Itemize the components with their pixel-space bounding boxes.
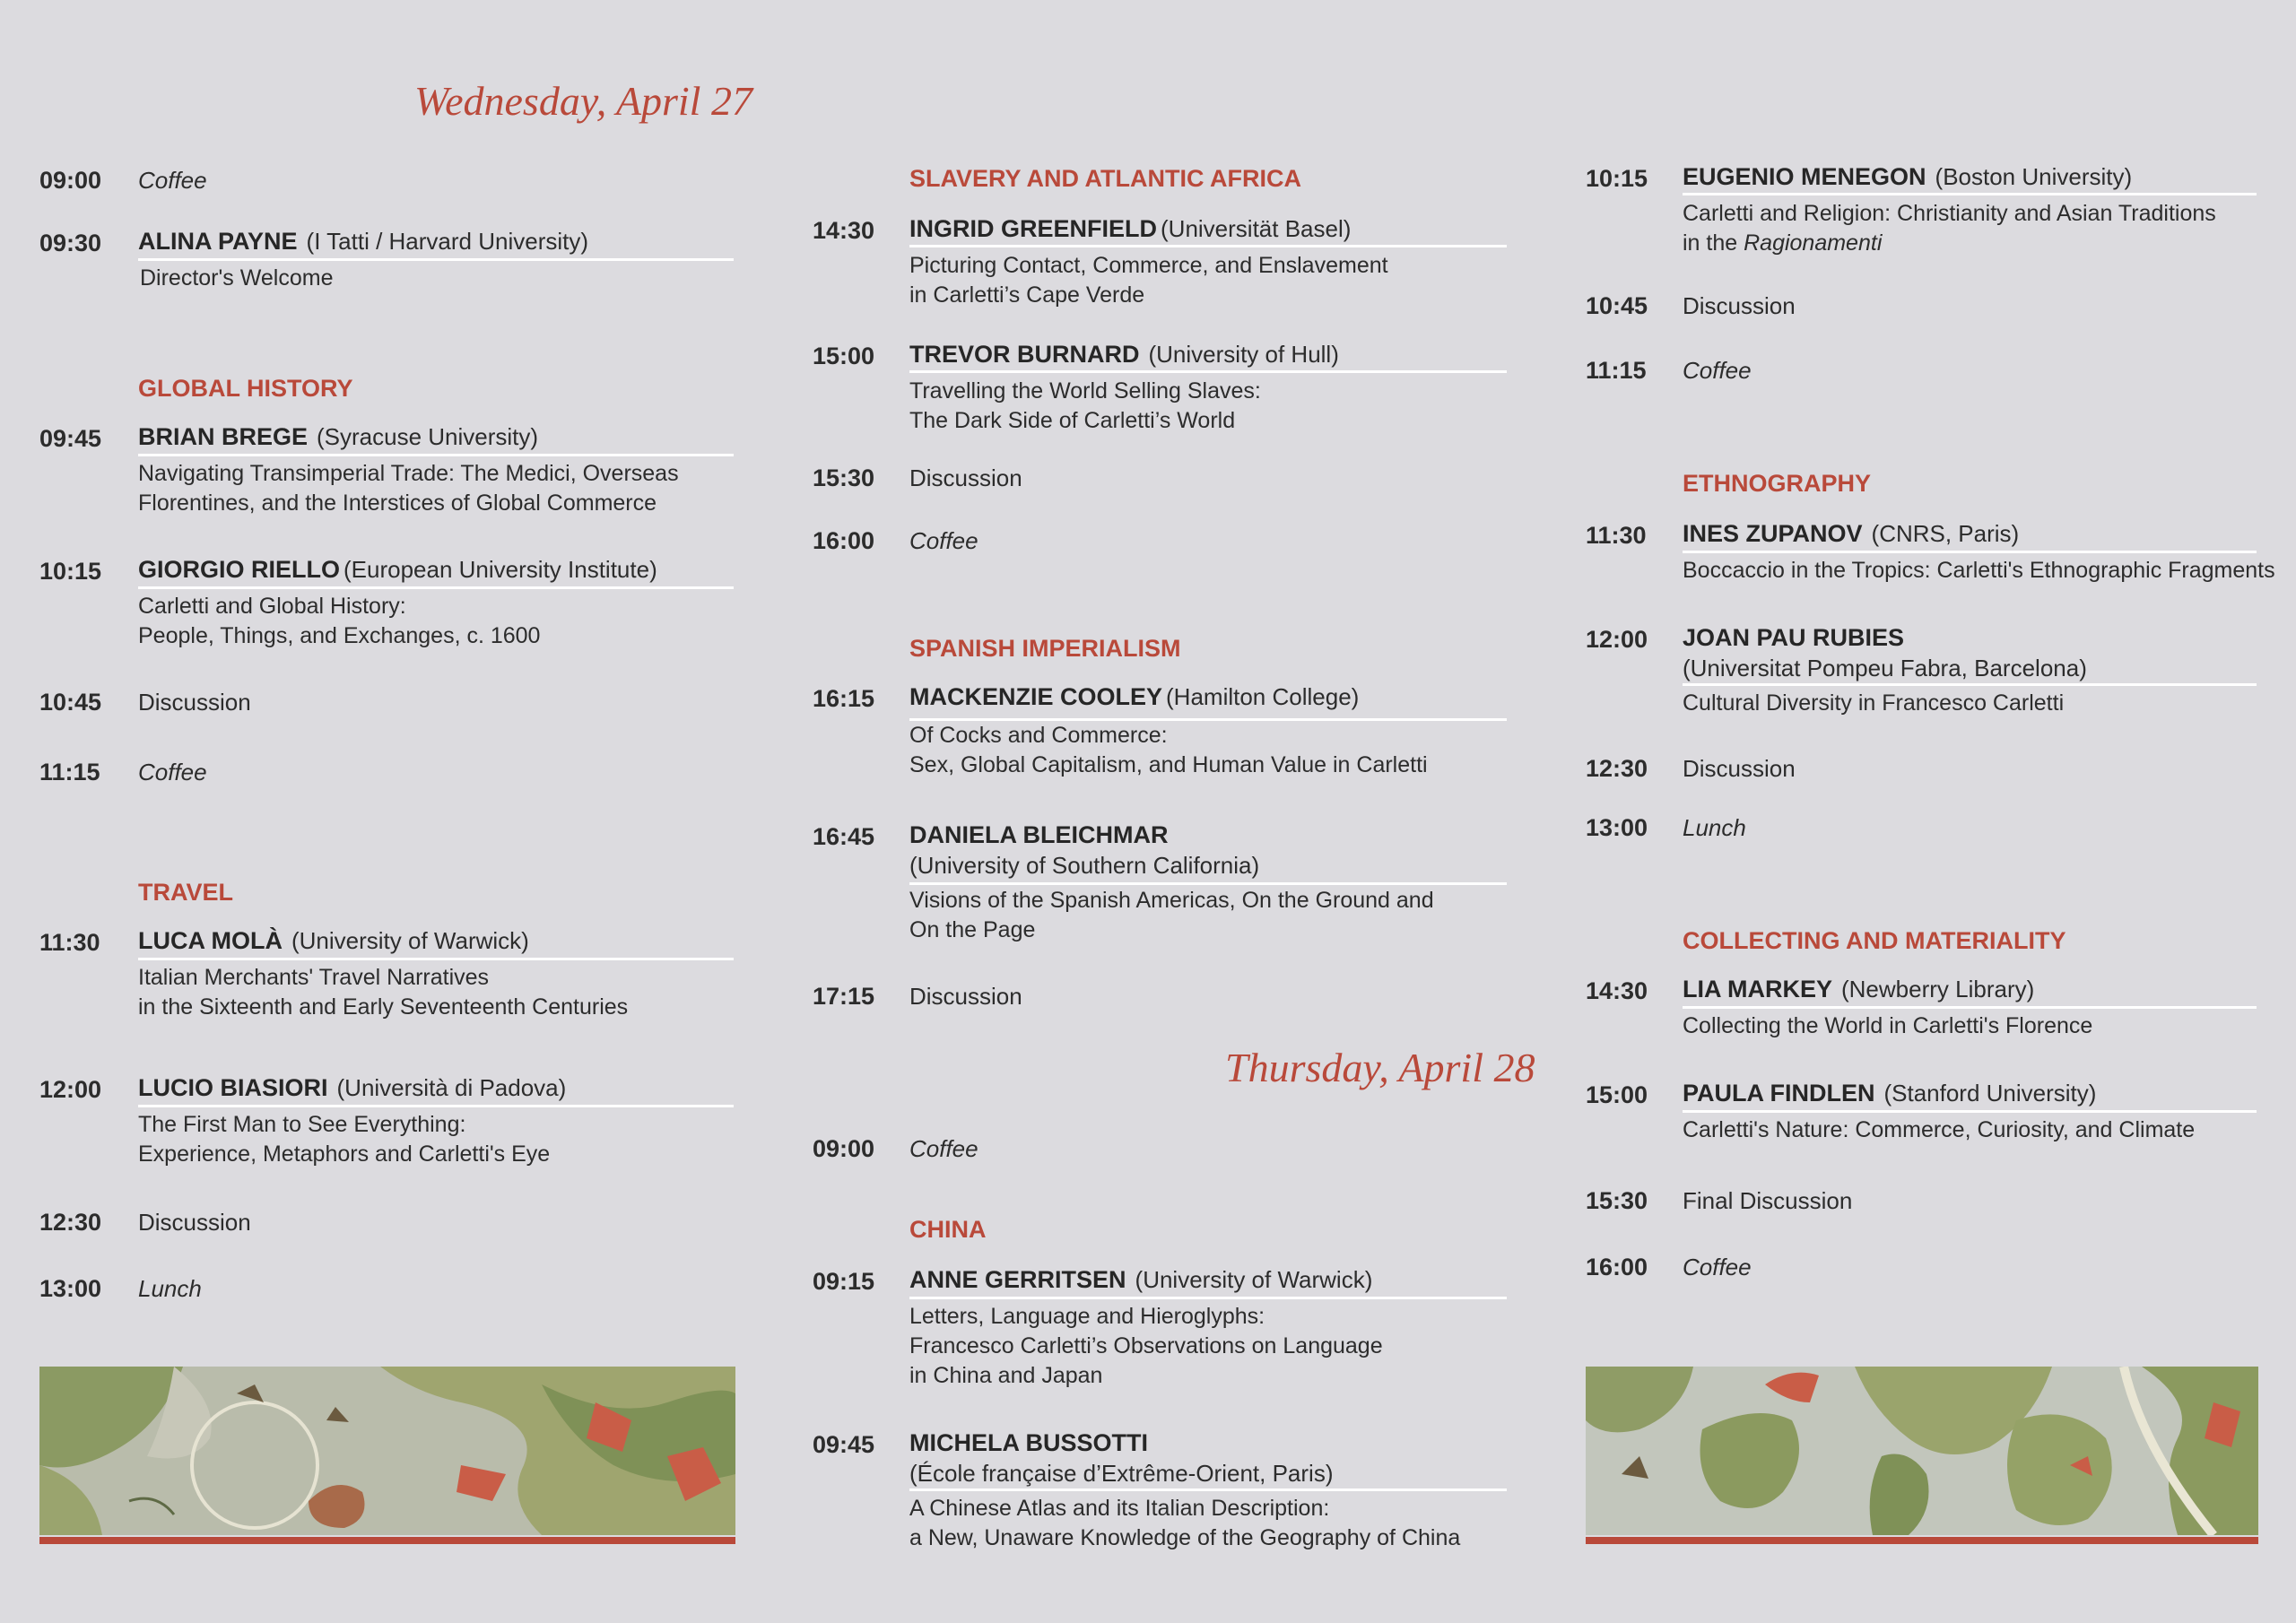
speaker-name: INES ZUPANOV bbox=[1683, 520, 1863, 547]
speaker-affiliation: (CNRS, Paris) bbox=[1871, 520, 2020, 547]
speaker-name: PAULA FINDLEN bbox=[1683, 1080, 1875, 1107]
talk-title: Director's Welcome bbox=[140, 265, 334, 291]
coffee-break: Coffee bbox=[138, 759, 207, 785]
talk-title: Of Cocks and Commerce: Sex, Global Capitalism, and Human Value in Carletti bbox=[909, 723, 1428, 777]
time-slot: 15:30 bbox=[813, 464, 875, 491]
speaker-line bbox=[909, 1266, 1372, 1294]
speaker-affiliation: (University of Warwick) bbox=[1135, 1266, 1373, 1293]
talk-title: Navigating Transimperial Trade: The Medici, Overseas Florentines, and the Interstices of Global Commerce bbox=[138, 461, 679, 516]
speaker-affiliation: (I Tatti / Harvard University) bbox=[306, 228, 589, 255]
talk-title: The First Man to See Everything: Experience, Metaphors and Carletti's Eye bbox=[138, 1112, 551, 1167]
speaker-line bbox=[138, 927, 529, 955]
speaker-line bbox=[909, 821, 1168, 849]
coffee-break: Coffee bbox=[1683, 357, 1752, 384]
section-heading: TRAVEL bbox=[138, 879, 233, 906]
speaker-line bbox=[909, 1429, 1148, 1457]
coffee-break: Coffee bbox=[909, 1135, 978, 1162]
time-slot: 16:45 bbox=[813, 823, 875, 850]
speaker-name: GIORGIO RIELLO bbox=[138, 556, 341, 583]
discussion: Discussion bbox=[909, 464, 1022, 491]
talk-title: Carletti's Nature: Commerce, Curiosity, and Climate bbox=[1683, 1117, 2196, 1142]
discussion: Discussion bbox=[1683, 292, 1796, 319]
talk-title: Travelling the World Selling Slaves: The Dark Side of Carletti’s World bbox=[909, 378, 1261, 433]
speaker-name: LIA MARKEY bbox=[1683, 976, 1832, 1002]
time-slot: 09:15 bbox=[813, 1268, 875, 1295]
speaker-line bbox=[1683, 163, 2132, 191]
speaker-line bbox=[909, 341, 1339, 369]
discussion: Discussion bbox=[138, 689, 251, 716]
divider bbox=[909, 1488, 1507, 1491]
speaker-line bbox=[909, 215, 1351, 243]
historical-map-image bbox=[39, 1367, 735, 1535]
speaker-affiliation: (University of Southern California) bbox=[909, 852, 1260, 879]
speaker-name: LUCIO BIASIORI bbox=[138, 1074, 328, 1101]
talk-title: Picturing Contact, Commerce, and Enslavement in Carletti’s Cape Verde bbox=[909, 253, 1388, 308]
speaker-line bbox=[1683, 1080, 2096, 1107]
speaker-line bbox=[138, 556, 657, 584]
speaker-name: INGRID GREENFIELD bbox=[909, 215, 1158, 242]
section-heading: SLAVERY AND ATLANTIC AFRICA bbox=[909, 165, 1301, 192]
speaker-affiliation: (University of Hull) bbox=[1148, 341, 1339, 368]
speaker-affiliation: (Boston University) bbox=[1935, 163, 2133, 190]
discussion: Discussion bbox=[909, 983, 1022, 1010]
time-slot: 14:30 bbox=[1586, 977, 1648, 1004]
section-heading: COLLECTING AND MATERIALITY bbox=[1683, 927, 2066, 954]
historical-map-image bbox=[1586, 1367, 2258, 1535]
divider bbox=[909, 882, 1507, 885]
speaker-name: MACKENZIE COOLEY bbox=[909, 683, 1163, 710]
talk-title: Letters, Language and Hieroglyphs: Francesco Carletti’s Observations on Language in China and Japan bbox=[909, 1304, 1383, 1388]
speaker-name: EUGENIO MENEGON bbox=[1683, 163, 1926, 190]
time-slot: 12:30 bbox=[39, 1209, 102, 1236]
divider bbox=[1683, 1006, 2257, 1009]
coffee-break: Coffee bbox=[909, 527, 978, 554]
speaker-name: LUCA MOLÀ bbox=[138, 927, 283, 954]
speaker-affiliation: (Stanford University) bbox=[1883, 1080, 2097, 1107]
time-slot: 13:00 bbox=[39, 1275, 102, 1302]
speaker-affiliation: (École française d’Extrême-Orient, Paris) bbox=[909, 1460, 1334, 1487]
divider bbox=[1683, 551, 2257, 553]
speaker-name: BRIAN BREGE bbox=[138, 423, 309, 450]
speaker-name: TREVOR BURNARD bbox=[909, 341, 1140, 368]
time-slot: 10:15 bbox=[39, 558, 102, 585]
divider bbox=[909, 1297, 1507, 1299]
talk-title: Carletti and Global History: People, Things, and Exchanges, c. 1600 bbox=[138, 594, 541, 648]
speaker-line bbox=[1683, 520, 2019, 548]
time-slot: 15:00 bbox=[813, 343, 875, 369]
talk-title: Collecting the World in Carletti's Florence bbox=[1683, 1013, 2093, 1038]
speaker-affiliation: (Universität Basel) bbox=[1161, 215, 1352, 242]
talk-title: Carletti and Religion: Christianity and Asian Traditions in the Ragionamenti bbox=[1683, 201, 2216, 256]
divider bbox=[138, 586, 734, 589]
speaker-name: ALINA PAYNE bbox=[138, 228, 298, 255]
map-accent-bar bbox=[39, 1537, 735, 1544]
divider bbox=[909, 245, 1507, 247]
speaker-name: MICHELA BUSSOTTI bbox=[909, 1429, 1148, 1456]
time-slot: 17:15 bbox=[813, 983, 875, 1010]
time-slot: 09:30 bbox=[39, 230, 102, 256]
time-slot: 15:00 bbox=[1586, 1081, 1648, 1108]
speaker-affiliation: (Hamilton College) bbox=[1166, 683, 1360, 710]
speaker-affiliation: (Syracuse University) bbox=[317, 423, 539, 450]
speaker-name: DANIELA BLEICHMAR bbox=[909, 821, 1169, 848]
speaker-line bbox=[1683, 976, 2034, 1003]
final-discussion: Final Discussion bbox=[1683, 1187, 1853, 1214]
talk-title: Visions of the Spanish Americas, On the Ground and On the Page bbox=[909, 888, 1434, 942]
speaker-line bbox=[1683, 624, 1904, 652]
time-slot: 12:00 bbox=[39, 1076, 102, 1103]
time-slot: 16:00 bbox=[813, 527, 875, 554]
section-heading: CHINA bbox=[909, 1216, 987, 1243]
talk-title: Cultural Diversity in Francesco Carletti bbox=[1683, 690, 2065, 716]
speaker-affiliation: (University of Warwick) bbox=[291, 927, 529, 954]
divider bbox=[909, 370, 1507, 373]
time-slot: 10:45 bbox=[1586, 292, 1648, 319]
time-slot: 13:00 bbox=[1586, 814, 1648, 841]
time-slot: 12:00 bbox=[1586, 626, 1648, 653]
divider bbox=[138, 958, 734, 960]
time-slot: 09:45 bbox=[39, 425, 102, 452]
time-slot: 09:45 bbox=[813, 1431, 875, 1458]
map-accent-bar bbox=[1586, 1537, 2258, 1544]
speaker-name: ANNE GERRITSEN bbox=[909, 1266, 1126, 1293]
time-slot: 10:15 bbox=[1586, 165, 1648, 192]
speaker-line bbox=[909, 683, 1359, 711]
speaker-affiliation: (Università di Padova) bbox=[336, 1074, 567, 1101]
time-slot: 14:30 bbox=[813, 217, 875, 244]
time-slot: 11:30 bbox=[1586, 522, 1647, 549]
divider bbox=[138, 1105, 734, 1107]
talk-title: Boccaccio in the Tropics: Carletti's Ethnographic Fragments bbox=[1683, 558, 2275, 583]
time-slot: 12:30 bbox=[1586, 755, 1648, 782]
wednesday-title: Wednesday, April 27 bbox=[414, 78, 752, 124]
discussion: Discussion bbox=[1683, 755, 1796, 782]
divider bbox=[1683, 193, 2257, 195]
speaker-line bbox=[138, 228, 588, 256]
time-slot: 09:00 bbox=[39, 167, 102, 194]
lunch-break: Lunch bbox=[1683, 814, 1746, 841]
talk-title: A Chinese Atlas and its Italian Description: a New, Unaware Knowledge of the Geography of China bbox=[909, 1496, 1461, 1550]
time-slot: 11:15 bbox=[39, 759, 100, 785]
time-slot: 16:00 bbox=[1586, 1254, 1648, 1280]
talk-title: Italian Merchants' Travel Narratives in the Sixteenth and Early Seventeenth Centuries bbox=[138, 965, 629, 1020]
section-heading: SPANISH IMPERIALISM bbox=[909, 635, 1181, 662]
speaker-affiliation: (Newberry Library) bbox=[1841, 976, 2035, 1002]
lunch-break: Lunch bbox=[138, 1275, 202, 1302]
speaker-affiliation: (European University Institute) bbox=[344, 556, 657, 583]
time-slot: 09:00 bbox=[813, 1135, 875, 1162]
speaker-affiliation: (Universitat Pompeu Fabra, Barcelona) bbox=[1683, 655, 2087, 681]
section-heading: ETHNOGRAPHY bbox=[1683, 470, 1872, 497]
time-slot: 15:30 bbox=[1586, 1187, 1648, 1214]
discussion: Discussion bbox=[138, 1209, 251, 1236]
divider bbox=[1683, 1110, 2257, 1113]
section-heading: GLOBAL HISTORY bbox=[138, 375, 353, 402]
speaker-line bbox=[138, 1074, 566, 1102]
time-slot: 16:15 bbox=[813, 685, 875, 712]
time-slot: 11:15 bbox=[1586, 357, 1647, 384]
divider bbox=[138, 258, 734, 261]
speaker-name: JOAN PAU RUBIES bbox=[1683, 624, 1905, 651]
time-slot: 11:30 bbox=[39, 929, 100, 956]
divider bbox=[138, 454, 734, 456]
divider bbox=[1683, 683, 2257, 686]
thursday-title: Thursday, April 28 bbox=[1225, 1045, 1535, 1090]
speaker-line bbox=[138, 423, 538, 451]
coffee-break: Coffee bbox=[1683, 1254, 1752, 1280]
coffee-break: Coffee bbox=[138, 167, 207, 194]
time-slot: 10:45 bbox=[39, 689, 102, 716]
